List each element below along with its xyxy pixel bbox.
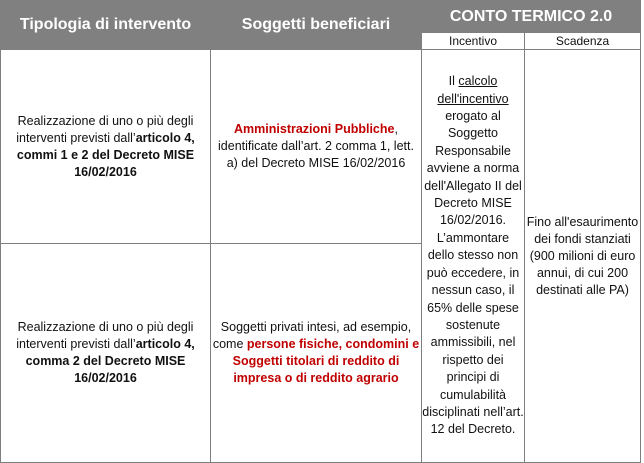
scadenza-cell xyxy=(525,50,641,463)
table-row xyxy=(1,50,641,244)
incentivo-text-pre: Il xyxy=(448,74,459,89)
incentivo-cell xyxy=(422,50,525,463)
tipologia-cell xyxy=(1,244,211,463)
soggetti-text: Soggetti privati intesi, ad esempio, come xyxy=(212,320,412,351)
soggetti-text: , identificate dall’art. 2 comma 1, lett. a) del Decreto MISE 16/02/2016 xyxy=(218,122,414,170)
header-conto-termico: CONTO TERMICO 2.0 xyxy=(422,1,641,33)
tipologia-cell xyxy=(1,50,211,244)
soggetti-highlight: Amministrazioni Pubbliche xyxy=(234,122,395,136)
soggetti-cell xyxy=(211,50,422,244)
tipologia-article: articolo 4, comma 2 del Decreto MISE 16/02/2016 xyxy=(25,337,195,385)
header-tipologia: Tipologia di intervento xyxy=(1,1,211,50)
soggetti-highlight: persone fisiche, condomini e Soggetti titolari di reddito di impresa o di reddito agrario xyxy=(232,337,420,385)
header-soggetti: Soggetti beneficiari xyxy=(211,1,422,50)
tipologia-article: articolo 4, commi 1 e 2 del Decreto MISE 16/02/2016 xyxy=(16,130,195,179)
subheader-incentivo: Incentivo xyxy=(422,33,525,50)
incentivo-text: erogato al Soggetto Responsabile avviene a norma dell'Allegato II del Decreto MISE 16/02/2016. L’ammontare dello stesso non può eccedere, in nessun caso, il 65% delle spese sostenute ammissibili, nel rispetto dei principi di cumulabilità disciplinati nell’art. 12 del Decreto. xyxy=(422,109,524,437)
calcolo-incentivo-link[interactable]: calcolo dell'incentivo xyxy=(437,74,509,106)
scadenza-text: Fino all'esaurimento dei fondi stanziati (900 milioni di euro annui, di cui 200 destinati alle PA) xyxy=(526,214,639,297)
subheader-scadenza: Scadenza xyxy=(525,33,641,50)
tipologia-text: Realizzazione di uno o più degli interventi previsti dall’ xyxy=(16,113,194,145)
header-row xyxy=(1,1,641,33)
soggetti-cell xyxy=(211,244,422,463)
tipologia-text: Realizzazione di uno o più degli interventi previsti dall’ xyxy=(16,320,194,351)
